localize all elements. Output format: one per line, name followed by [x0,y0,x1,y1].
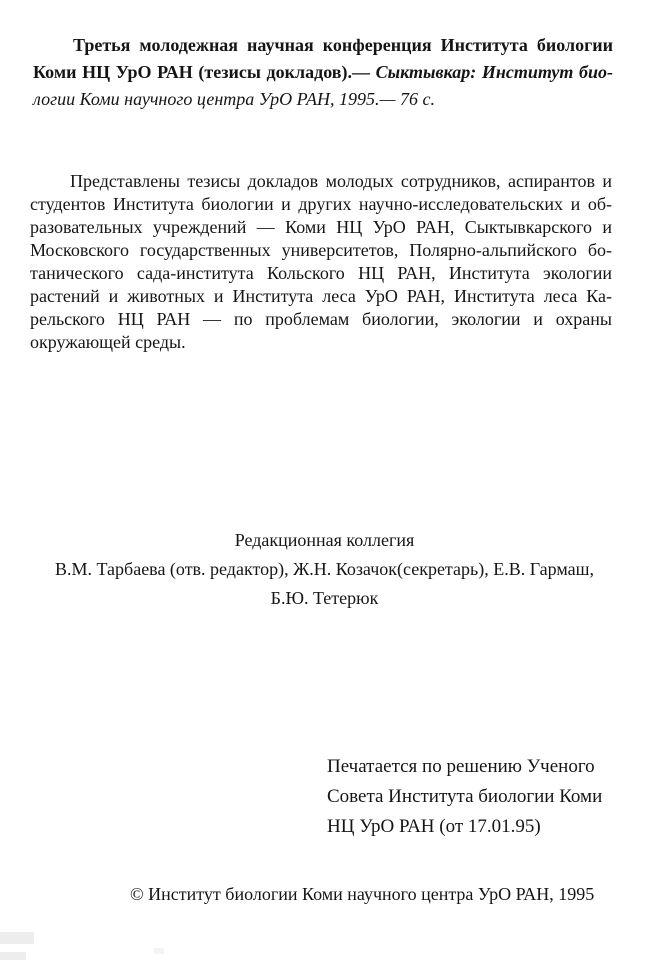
copyright-notice: © Институт биологии Коми научного центра УрО РАН, 1995 [130,884,595,904]
citation-line-3 [33,86,613,113]
abstract-line: разовательных учреждений — Коми НЦ УрО РАН, Сыктывкарского и [30,217,612,237]
abstract-line: Представлены тезисы докладов молодых сотрудников, аспирантов и [70,171,612,191]
citation-line-1 [33,32,613,59]
scan-artifact [0,932,34,944]
abstract-line: танического сада-института Кольского НЦ РАН, Института экологии [30,263,612,283]
citation-imprint-text: Сыктывкар: Институт био- [375,62,614,82]
print-decision-line: Печатается по решению Ученого [327,756,595,777]
print-decision-line: Совета Института биологии Коми [327,786,603,807]
abstract-paragraph [30,170,612,354]
citation-title-text: Третья молодежная научная конференция Института биологии [73,35,613,55]
editorial-board [0,526,649,613]
print-decision-note [327,752,602,842]
abstract-line: студентов Института биологии и других научно-исследовательских и об- [30,194,612,214]
abstract-line: растений и животных и Института леса УрО РАН, Института леса Ка- [30,286,612,306]
abstract-line: рельского НЦ РАН — по проблемам биологии, экологии и охраны [30,309,612,329]
print-decision-line: НЦ УрО РАН (от 17.01.95) [327,816,541,837]
editorial-board-members: Б.Ю. Тетерюк [270,588,379,608]
citation-line-2 [33,59,613,86]
editorial-board-heading: Редакционная коллегия [234,530,415,550]
abstract-line: Московского государственных университетов, Полярно-альпийского бо- [30,240,612,260]
scan-artifact [0,952,26,960]
bibliographic-citation [33,32,613,113]
scan-artifact [154,948,164,954]
citation-title-text: Коми НЦ УрО РАН (тезисы докладов).— [33,62,370,82]
abstract-line: окружающей среды. [30,332,186,352]
editorial-board-members: В.М. Тарбаева (отв. редактор), Ж.Н. Козачок(секретарь), Е.В. Гармаш, [55,559,594,579]
citation-imprint-text: логии Коми научного центра УрО РАН, 1995.— 76 с. [33,89,436,109]
